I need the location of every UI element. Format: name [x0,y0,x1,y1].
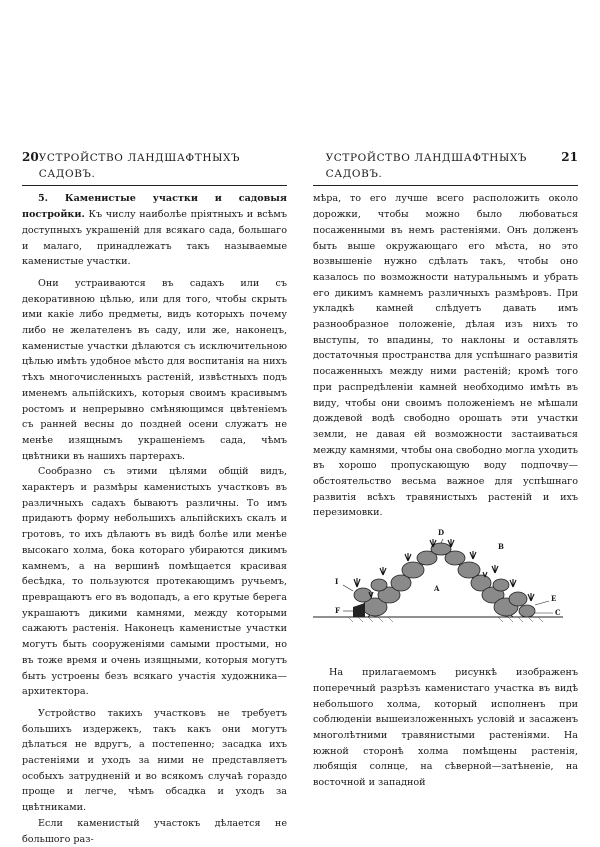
left-paragraph-2: Сообразно съ этими цѣлями общій видъ, характеръ и размѣры каменистыхъ участковъ въ различныхъ садахъ бываютъ различны. То имъ придаютъ форму небольшихъ альпійскихъ скалъ и гротовъ, то ихъ дѣлаютъ въ видѣ болѣе или менѣе высокаго холма, бока котораго убираются дикимъ камнемъ, а на вершинѣ помѣщается красивая бесѣдка, то пользуются протекающимъ ручьемъ, превращаютъ его въ водопадъ, а его крутые берега украшаютъ дикими камнями, между которыми сажаютъ растенія. Наконецъ каменистые участки могутъ быть сооруженіями самыми простыми, но въ тоже время и очень изящными, которыя могутъ быть устроены безъ всякаго участія художника—архитектора. [22,466,287,698]
left-paragraph-3: Устройство такихъ участковъ не требуетъ большихъ издержекъ, такъ какъ они могутъ дѣлаться не вдругъ, а постепенно; засадка ихъ растеніями и уходъ за ними не представляетъ особыхъ затрудненій и во всякомъ случаѣ гораздо проще и легче, чѣмъ обсадка и уходъ за цвѣтниками. [22,707,287,814]
left-paragraph-0: Къ числу наиболѣе пріятныхъ и всѣмъ доступныхъ украшеній для всякаго сада, большаго и малаго, принадлежатъ такъ называемые каменистые участки. [22,209,287,268]
section-intro-paragraph [22,191,287,270]
left-running-head: УСТРОЙСТВО ЛАНДШАФТНЫХЪ САДОВЪ. [38,152,241,180]
right-page [313,150,578,791]
left-page-number: 20 [22,150,39,164]
right-paragraph-bottom-0: На прилагаемомъ рисункѣ изображенъ поперечный разрѣзъ каменистаго участка въ видѣ небольшого холма, который исполненъ при соблюденіи вышеизложенныхъ условій и засаженъ многолѣтними травянистыми растеніями. На южной сторонѣ холма помѣщены растенія, любящія солнце, на сѣверной—затѣненіе, на восточной и западной [313,667,578,789]
right-page-number: 21 [561,150,578,164]
hill-illustration [313,525,578,635]
figure-label-d: D [438,528,445,538]
right-running-head: УСТРОЙСТВО ЛАНДШАФТНЫХЪ САДОВЪ. [325,152,527,180]
left-paragraph-4: Если каменистый участокъ дѣлается не большого раз- [22,817,287,845]
left-page [22,150,287,847]
figure-label-b: B [498,542,504,552]
section-heading: 5. Каменистые участки и садовыя постройки. [22,193,287,221]
right-paragraph-top-0: мѣра, то его лучше всего расположить около дорожки, чтобы можно было любоваться посаженными въ немъ растеніями. Онъ долженъ быть выше окружающаго его мѣста, но это возвышеніе нужно сдѣлать такъ, чтобы оно казалось по возможности натуральнымъ и убрать его дикимъ камнемъ различныхъ размѣровъ. При укладкѣ камней слѣдуетъ давать имъ разнообразное положеніе, дѣлая изъ нихъ то выступы, то впадины, то наклоны и оставлять достаточныя пространства для успѣшнаго развитія посаженныхъ между ними растеній; кромѣ того при распредѣленіи камней необходимо имѣть въ виду, чтобы они своимъ положеніемъ не мѣшали дождевой водѣ свободно орошать эти участки земли, не давая ей возможности застаиваться между камнями, чтобы она свободно могла уходить въ хорошо пропускающую воду подпочву—обстоятельство весьма важное для успѣшнаго развитія всѣхъ травянистыхъ растеній и ихъ перезимовки. [313,193,578,519]
figure-label-c: C [555,608,561,618]
left-header [22,150,287,186]
figure-label-f: F [335,606,340,616]
left-paragraph-1: Они устраиваются въ садахъ или съ декоративною цѣлью, или для того, чтобы скрыть ими какіе либо предметы, видъ которыхъ почему либо не желателенъ въ саду, или же, наконецъ, каменистые участки дѣлаются съ исключительною цѣлью имѣть удобное мѣсто для воспитанія на нихъ тѣхъ многочисленныхъ растеній, извѣстныхъ подъ именемъ альпійскихъ, которыя своимъ красивымъ ростомъ и непрерывно смѣняющимся цвѣтеніемъ съ ранней весны до поздней осени служатъ не менѣе изящнымъ украшеніемъ сада, чѣмъ цвѣтники въ нашихъ партерахъ. [22,277,287,462]
right-header [313,150,578,186]
figure-label-e: E [551,594,557,604]
figure-label-a: A [434,584,440,594]
figure-label-i: I [335,577,339,587]
rock-garden-cross-section-figure [313,525,578,635]
